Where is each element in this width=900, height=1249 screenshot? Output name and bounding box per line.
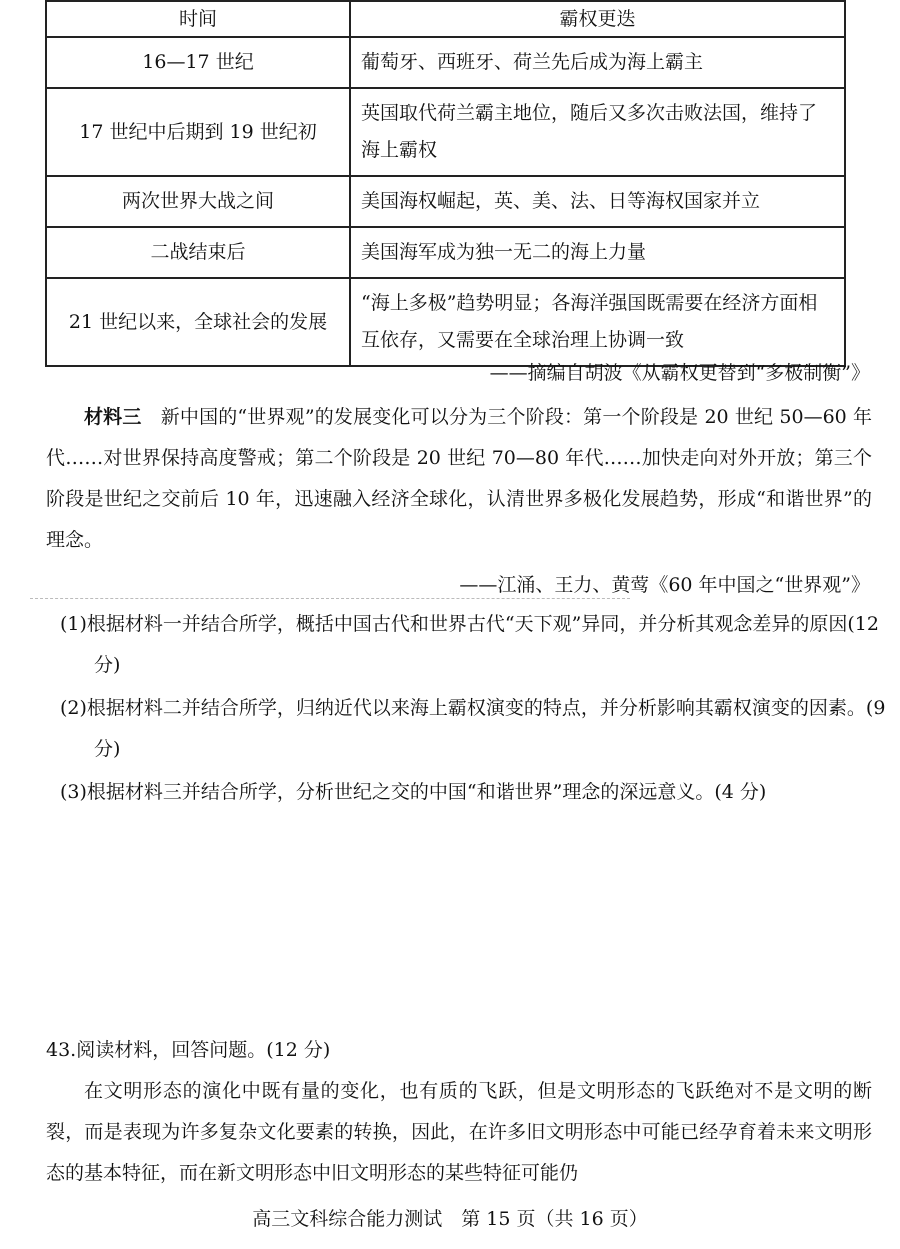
- material-three-label: 材料三: [84, 406, 142, 428]
- scan-divider: [30, 598, 630, 599]
- change-cell: 美国海军成为独一无二的海上力量: [350, 227, 845, 278]
- change-cell: 英国取代荷兰霸主地位，随后又多次击败法国，维持了海上霸权: [350, 88, 845, 176]
- table-row: [46, 176, 845, 227]
- period-cell: 17 世纪中后期到 19 世纪初: [46, 88, 350, 176]
- question-1: (1)根据材料一并结合所学，概括中国古代和世界古代“天下观”异同，并分析其观念差异的原因(12 分): [60, 613, 879, 676]
- source-citation-2: ——江涌、王力、黄莺《60 年中国之“世界观”》: [459, 574, 870, 596]
- hegemony-table: [45, 0, 846, 367]
- period-cell: 16—17 世纪: [46, 37, 350, 88]
- material-three-paragraph: [46, 397, 872, 561]
- table-row: [46, 227, 845, 278]
- page-footer: 高三文科综合能力测试 第 15 页（共 16 页）: [252, 1208, 648, 1230]
- period-cell: 21 世纪以来，全球社会的发展: [46, 278, 350, 366]
- header-hegemony-change: 霸权更迭: [350, 1, 845, 37]
- change-cell: “海上多极”趋势明显；各海洋强国既需要在经济方面相互依存，又需要在全球治理上协调一致: [350, 278, 845, 366]
- table-header-row: [46, 1, 845, 37]
- change-cell: 美国海权崛起，英、美、法、日等海权国家并立: [350, 176, 845, 227]
- question-3: (3)根据材料三并结合所学，分析世纪之交的中国“和谐世界”理念的深远意义。(4 分): [60, 781, 767, 803]
- table-row: [46, 278, 845, 366]
- table-row: [46, 37, 845, 88]
- question-43-text: 在文明形态的演化中既有量的变化，也有质的飞跃，但是文明形态的飞跃绝对不是文明的断裂，而是表现为许多复杂文化要素的转换，因此，在许多旧文明形态中可能已经孕育着未来文明形态的基本特征，而在新文明形态中旧文明形态的某些特征可能仍: [46, 1080, 872, 1184]
- question-43-heading: 43.阅读材料，回答问题。(12 分): [46, 1039, 331, 1061]
- period-cell: 两次世界大战之间: [46, 176, 350, 227]
- material-three-text: 新中国的“世界观”的发展变化可以分为三个阶段：第一个阶段是 20 世纪 50—60 年代……对世界保持高度警戒；第二个阶段是 20 世纪 70—80 年代……加快走向对外开放；第三个阶段是世纪之交前后 10 年，迅速融入经济全球化，认清世界多极化发展趋势，形成“和谐世界”的理念。: [46, 406, 872, 551]
- table-row: [46, 88, 845, 176]
- header-time: 时间: [46, 1, 350, 37]
- source-citation-1: ——摘编自胡波《从霸权更替到“多极制衡”》: [489, 362, 870, 384]
- question-2: (2)根据材料二并结合所学，归纳近代以来海上霸权演变的特点，并分析影响其霸权演变的因素。(9 分): [60, 697, 886, 760]
- change-cell: 葡萄牙、西班牙、荷兰先后成为海上霸主: [350, 37, 845, 88]
- period-cell: 二战结束后: [46, 227, 350, 278]
